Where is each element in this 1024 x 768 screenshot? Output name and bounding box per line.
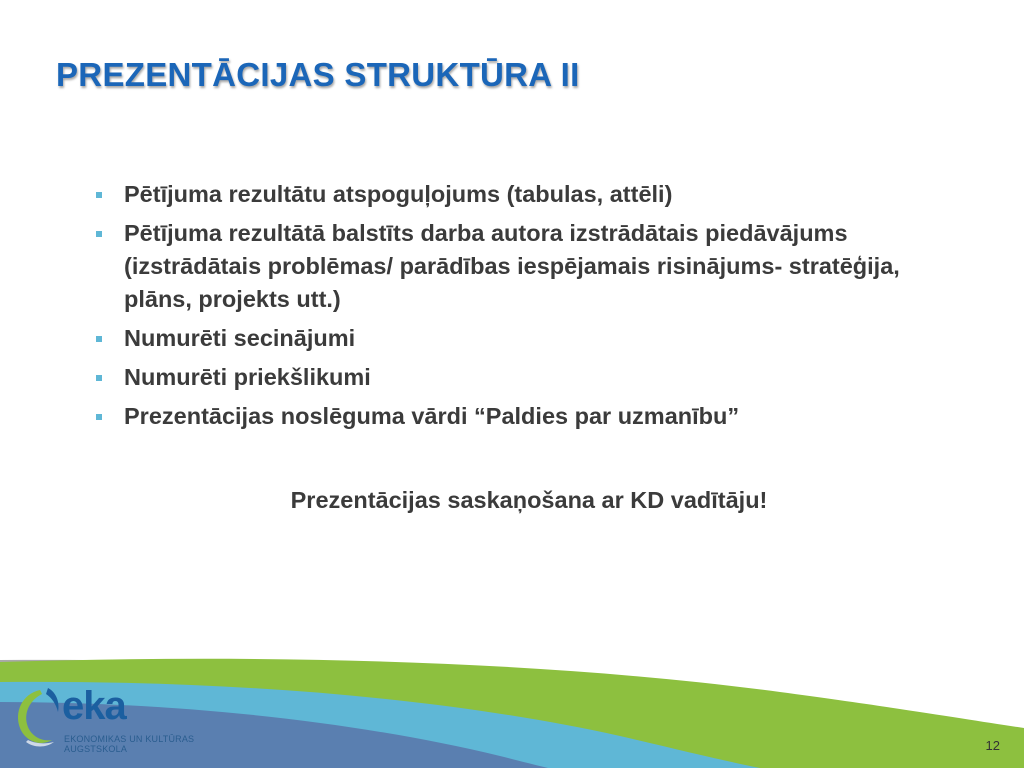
square-bullet-icon bbox=[96, 414, 102, 420]
bullet-item bbox=[94, 178, 964, 211]
bullet-text: Pētījuma rezultātā balstīts darba autora izstrādātais piedāvājums (izstrādātais problēmas/ parādības iespējamais risinājums- stratēģija, plāns, projekts utt.) bbox=[124, 220, 900, 312]
closing-note: Prezentācijas saskaņošana ar KD vadītāju! bbox=[290, 487, 768, 513]
bullet-text: Numurēti secinājumi bbox=[124, 325, 356, 351]
logo-subtitle bbox=[64, 734, 194, 754]
bullet-text: Pētījuma rezultātu atspoguļojums (tabulas, attēli) bbox=[124, 181, 673, 207]
bullet-item bbox=[94, 361, 964, 394]
square-bullet-icon bbox=[96, 336, 102, 342]
square-bullet-icon bbox=[96, 231, 102, 237]
bullet-item bbox=[94, 217, 964, 316]
bullet-item bbox=[94, 400, 964, 433]
square-bullet-icon bbox=[96, 375, 102, 381]
slide-title: PREZENTĀCIJAS STRUKTŪRA II bbox=[56, 56, 580, 93]
bullet-item bbox=[94, 322, 964, 355]
bullet-text: Prezentācijas noslēguma vārdi “Paldies par uzmanību” bbox=[124, 403, 740, 429]
bullet-list bbox=[94, 178, 964, 439]
eka-logo-swirl-icon bbox=[12, 684, 62, 750]
square-bullet-icon bbox=[96, 192, 102, 198]
logo-subtitle-line-1: EKONOMIKAS UN KULTŪRAS bbox=[64, 734, 195, 744]
bullet-text: Numurēti priekšlikumi bbox=[124, 364, 371, 390]
eka-logo bbox=[12, 684, 212, 756]
page-number: 12 bbox=[985, 738, 1000, 753]
logo-wordmark: eka bbox=[62, 684, 126, 728]
logo-subtitle-line-2: AUGSTSKOLA bbox=[64, 744, 128, 754]
